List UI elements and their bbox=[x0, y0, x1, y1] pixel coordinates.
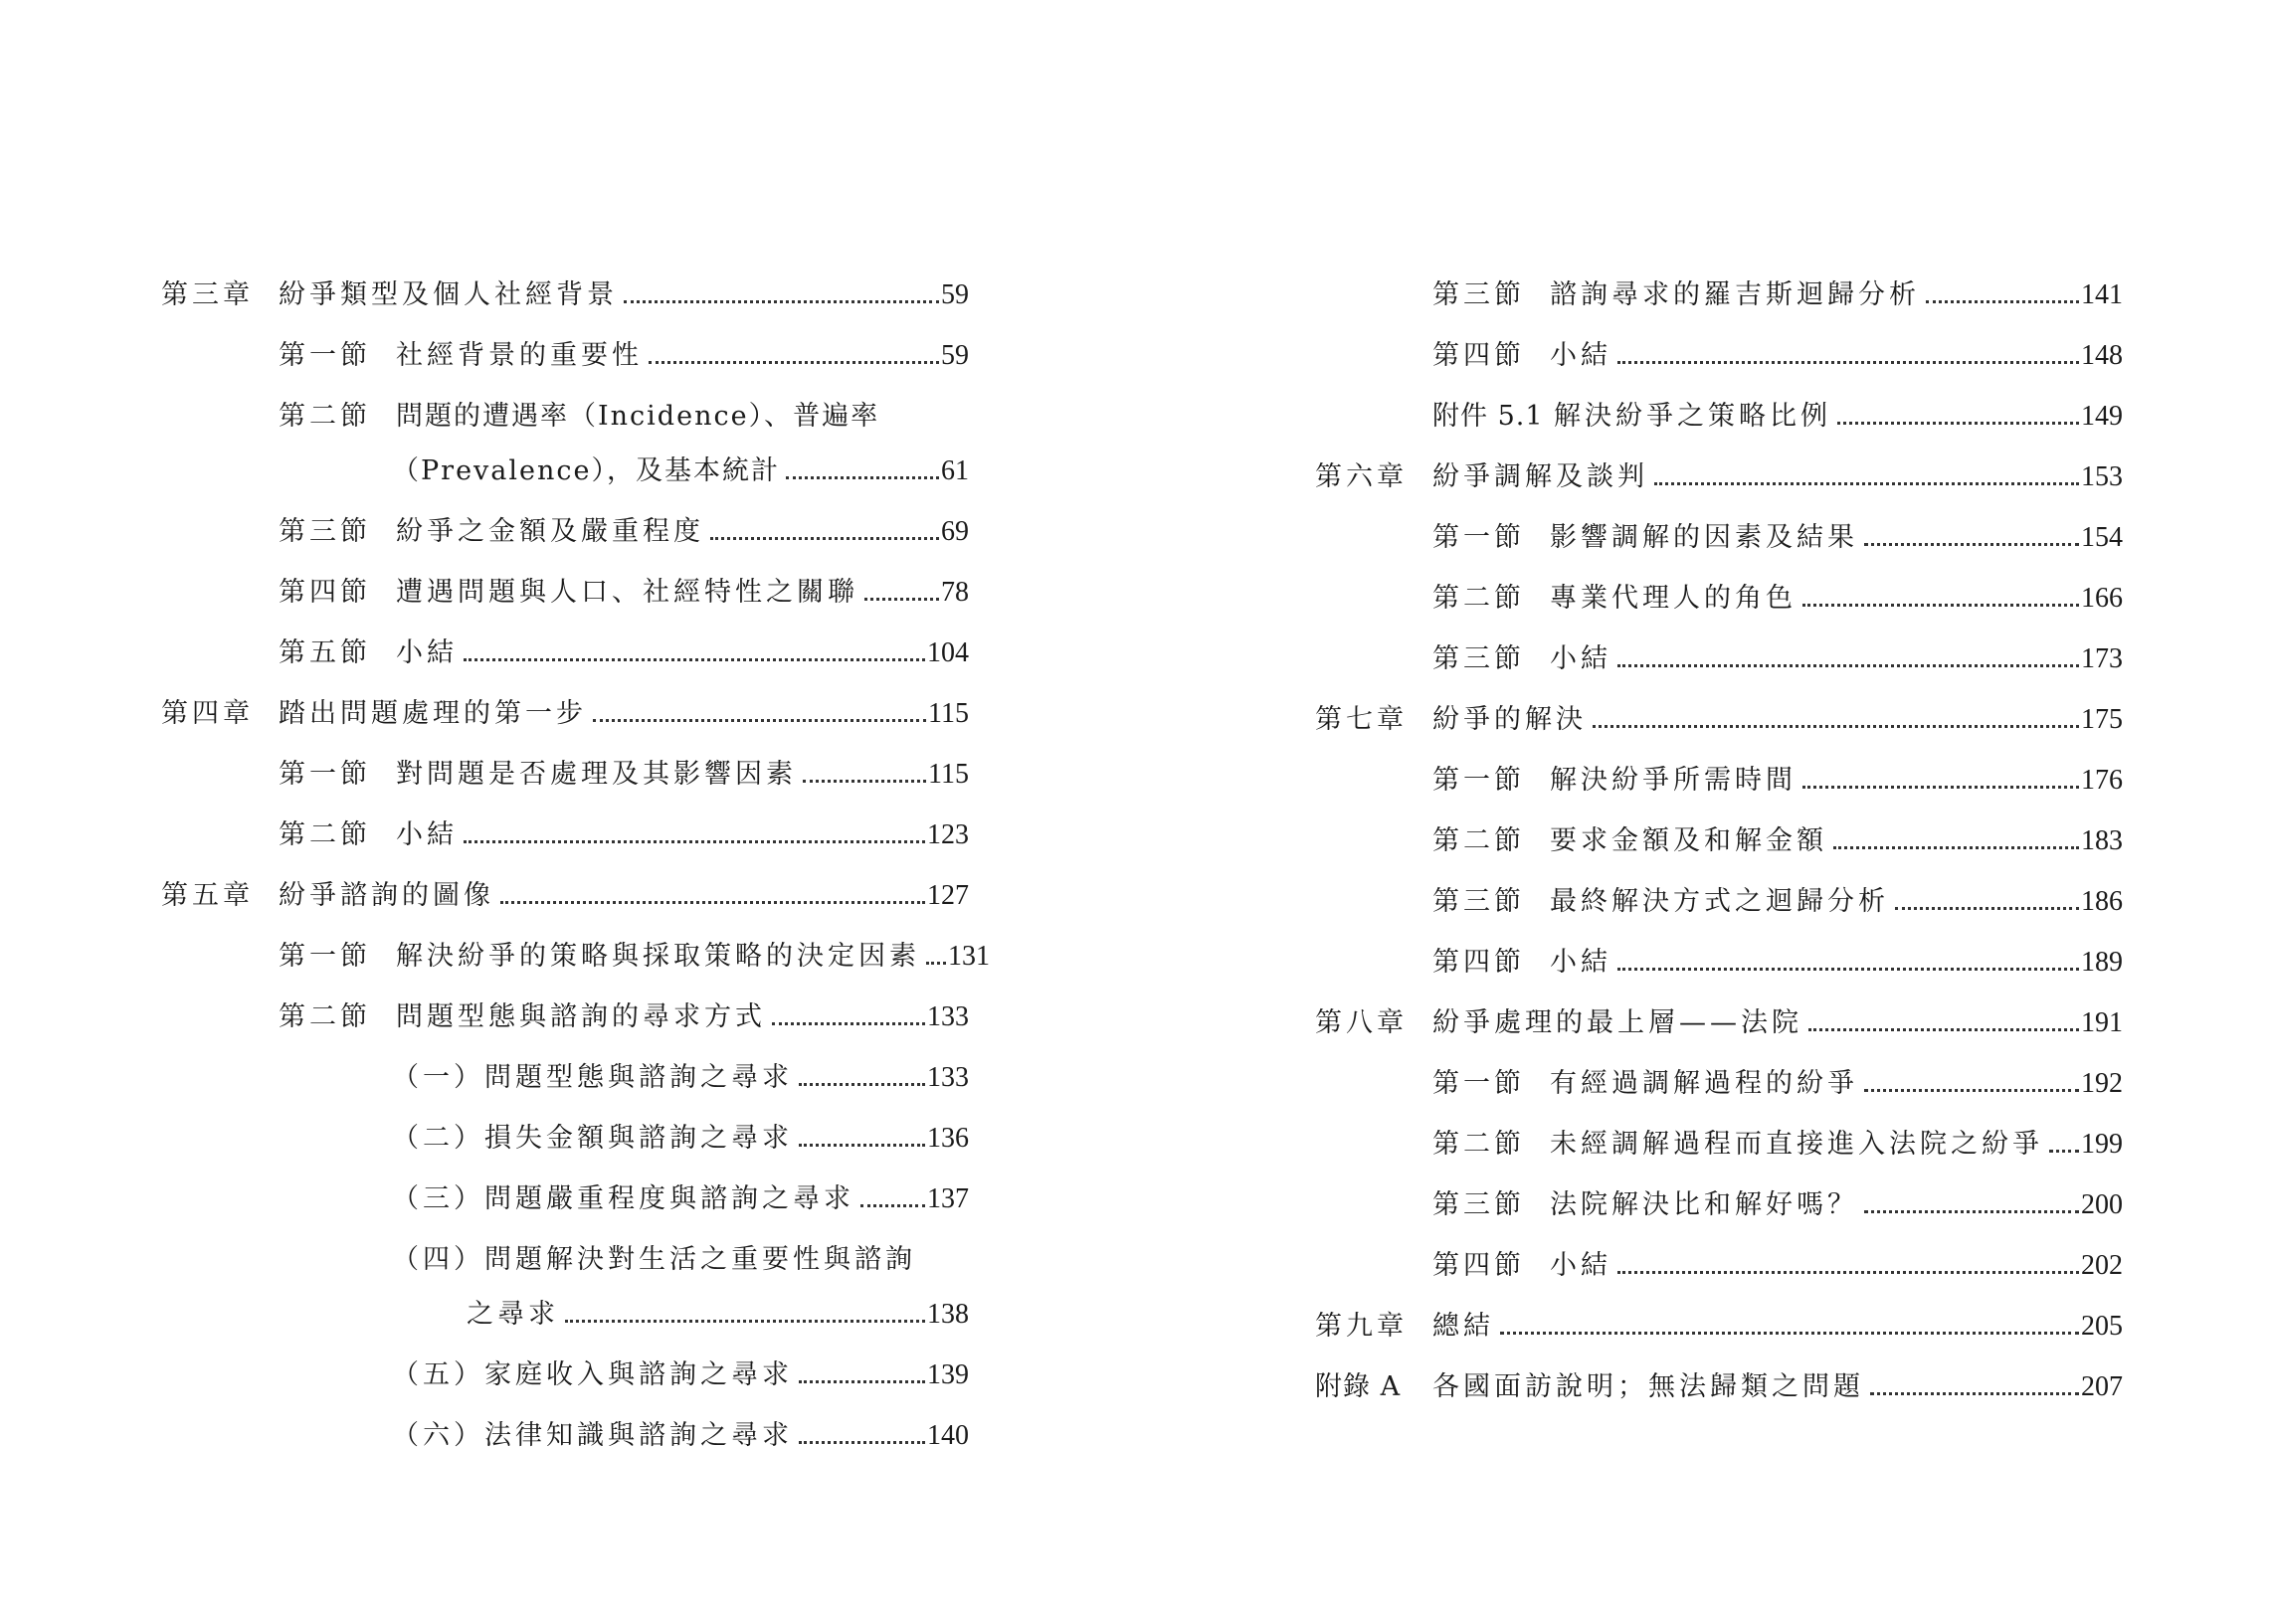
toc-label: 第三節 bbox=[279, 516, 371, 547]
toc-title: 解決紛爭之策略比例 bbox=[1554, 401, 1831, 432]
toc-title: 社經背景的重要性 bbox=[396, 340, 643, 371]
toc-leader bbox=[1926, 300, 2079, 303]
toc-title: 未經調解過程而直接進入法院之紛爭 bbox=[1550, 1129, 2043, 1160]
toc-leader bbox=[864, 598, 939, 601]
toc-page-number: 186 bbox=[2081, 886, 2123, 917]
toc-title: 問題型態與諮詢的尋求方式 bbox=[396, 1001, 766, 1032]
toc-entry-subsection[interactable] bbox=[392, 1177, 969, 1221]
toc-title: 解決紛爭所需時間 bbox=[1550, 765, 1797, 796]
toc-leader bbox=[500, 901, 925, 904]
toc-page-number: 191 bbox=[2081, 1007, 2123, 1038]
toc-page-number: 175 bbox=[2081, 704, 2123, 735]
toc-label: 第六章 bbox=[1315, 461, 1408, 492]
toc-page-number: 139 bbox=[927, 1359, 969, 1390]
toc-leader bbox=[1864, 543, 2079, 546]
toc-entry-section[interactable] bbox=[1432, 1123, 2123, 1167]
toc-title: （四）問題解決對生活之重要性與諮詢 bbox=[392, 1244, 916, 1275]
toc-page-number: 141 bbox=[2081, 279, 2123, 310]
toc-page-number: 173 bbox=[2081, 643, 2123, 674]
toc-leader bbox=[464, 658, 925, 661]
toc-page-left bbox=[0, 0, 1135, 1624]
toc-entry-section[interactable] bbox=[279, 571, 969, 615]
toc-title: 小結 bbox=[396, 637, 458, 668]
toc-entry-section[interactable] bbox=[1432, 516, 2123, 560]
toc-leader bbox=[1864, 1089, 2079, 1092]
toc-page-number: 123 bbox=[927, 819, 969, 850]
toc-label: 第四章 bbox=[161, 698, 254, 729]
toc-leader bbox=[649, 361, 939, 364]
toc-leader bbox=[1837, 422, 2079, 425]
toc-leader bbox=[772, 1022, 925, 1025]
toc-title: 紛爭調解及談判 bbox=[1432, 461, 1648, 492]
toc-title: 對問題是否處理及其影響因素 bbox=[396, 759, 797, 790]
toc-title: 專業代理人的角色 bbox=[1550, 583, 1797, 614]
toc-page-number: 176 bbox=[2081, 765, 2123, 796]
toc-leader bbox=[1895, 907, 2079, 910]
toc-page-number: 133 bbox=[927, 1001, 969, 1032]
toc-entry-section[interactable] bbox=[1432, 941, 2123, 985]
toc-leader bbox=[593, 719, 926, 722]
toc-label: 第四節 bbox=[1432, 340, 1525, 371]
toc-page-number: 183 bbox=[2081, 825, 2123, 856]
toc-label: 第一節 bbox=[1432, 522, 1525, 553]
toc-title: 紛爭之金額及嚴重程度 bbox=[396, 516, 704, 547]
toc-leader bbox=[624, 300, 939, 303]
toc-title: 諮詢尋求的羅吉斯迴歸分析 bbox=[1550, 279, 1920, 310]
toc-page-number: 136 bbox=[927, 1123, 969, 1154]
toc-leader bbox=[1833, 846, 2079, 849]
toc-entry-appendix[interactable] bbox=[1432, 395, 2123, 439]
toc-title: 影響調解的因素及結果 bbox=[1550, 522, 1858, 553]
toc-title: （二）損失金額與諮詢之尋求 bbox=[392, 1123, 793, 1154]
toc-label: 第二節 bbox=[279, 819, 371, 850]
toc-label: 第二節 bbox=[1432, 825, 1525, 856]
toc-label: 第二節 bbox=[279, 401, 371, 432]
toc-entry-section[interactable] bbox=[1432, 334, 2123, 378]
toc-leader bbox=[799, 1380, 925, 1383]
toc-entry-section[interactable] bbox=[1432, 819, 2123, 863]
toc-entry-chapter[interactable] bbox=[161, 273, 969, 317]
toc-leader bbox=[565, 1320, 925, 1323]
toc-page-number: 133 bbox=[927, 1062, 969, 1093]
toc-label: 第一節 bbox=[279, 759, 371, 790]
toc-entry-section[interactable] bbox=[279, 510, 969, 554]
toc-entry-section[interactable] bbox=[279, 395, 969, 439]
toc-label: 第三節 bbox=[1432, 1189, 1525, 1220]
toc-title: （六）法律知識與諮詢之尋求 bbox=[392, 1420, 793, 1451]
toc-page-number: 166 bbox=[2081, 583, 2123, 614]
toc-page-number: 138 bbox=[927, 1299, 969, 1330]
toc-leader bbox=[1808, 1028, 2079, 1031]
toc-entry-section[interactable] bbox=[279, 753, 969, 797]
toc-entry-section[interactable] bbox=[279, 935, 990, 979]
toc-label: 第五節 bbox=[279, 637, 371, 668]
toc-title: 總結 bbox=[1432, 1311, 1494, 1342]
toc-page-number: 192 bbox=[2081, 1068, 2123, 1099]
toc-page-number: 69 bbox=[941, 516, 969, 547]
toc-page-number: 127 bbox=[927, 880, 969, 911]
toc-entry-subsection[interactable] bbox=[392, 1414, 969, 1458]
toc-entry-section[interactable] bbox=[1432, 880, 2123, 924]
toc-page-number: 200 bbox=[2081, 1189, 2123, 1220]
toc-label: 第四節 bbox=[279, 577, 371, 608]
toc-entry-section[interactable] bbox=[1432, 1244, 2123, 1288]
toc-entry-subsection[interactable] bbox=[392, 1353, 969, 1397]
toc-leader bbox=[1617, 1271, 2079, 1274]
toc-leader bbox=[799, 1144, 925, 1147]
toc-title: 有經過調解過程的紛爭 bbox=[1550, 1068, 1858, 1099]
toc-entry-section[interactable] bbox=[1432, 759, 2123, 803]
toc-page-number: 59 bbox=[941, 340, 969, 371]
toc-entry-subsection[interactable] bbox=[392, 1056, 969, 1100]
toc-entry-chapter[interactable] bbox=[1315, 698, 2123, 742]
toc-title: 小結 bbox=[396, 819, 458, 850]
toc-label: 第二節 bbox=[1432, 583, 1525, 614]
toc-entry-section[interactable] bbox=[1432, 577, 2123, 621]
toc-page-number: 205 bbox=[2081, 1311, 2123, 1342]
toc-title: 問題的遭遇率（Incidence）、普遍率 bbox=[396, 401, 880, 432]
toc-entry-chapter[interactable] bbox=[1315, 1001, 2123, 1045]
toc-label: 附錄 A bbox=[1315, 1371, 1402, 1402]
toc-page-number: 148 bbox=[2081, 340, 2123, 371]
toc-entry-subsection[interactable] bbox=[392, 1117, 969, 1161]
toc-leader bbox=[710, 537, 939, 540]
toc-title: 紛爭的解決 bbox=[1432, 704, 1587, 735]
toc-entry-chapter[interactable] bbox=[161, 692, 969, 736]
toc-label: 第一節 bbox=[279, 941, 371, 972]
toc-entry-continuation[interactable] bbox=[392, 450, 969, 493]
toc-entry-section[interactable] bbox=[279, 334, 969, 378]
toc-entry-section[interactable] bbox=[1432, 637, 2123, 681]
toc-page-number: 153 bbox=[2081, 461, 2123, 492]
toc-leader bbox=[2049, 1150, 2079, 1153]
toc-page-number: 115 bbox=[928, 759, 969, 790]
toc-label: 第四節 bbox=[1432, 1250, 1525, 1281]
toc-leader bbox=[786, 476, 939, 479]
toc-leader bbox=[1864, 1210, 2079, 1213]
toc-leader bbox=[1870, 1392, 2079, 1395]
toc-page-number: 189 bbox=[2081, 947, 2123, 978]
toc-title: 各國面訪說明；無法歸類之問題 bbox=[1432, 1371, 1864, 1402]
toc-label: 附件 5.1 bbox=[1432, 401, 1544, 432]
toc-entry-section[interactable] bbox=[279, 995, 969, 1039]
toc-title: 要求金額及和解金額 bbox=[1550, 825, 1827, 856]
toc-page-number: 199 bbox=[2081, 1129, 2123, 1160]
toc-title: 踏出問題處理的第一步 bbox=[279, 698, 587, 729]
toc-entry-subsection[interactable] bbox=[392, 1238, 969, 1282]
toc-page-right bbox=[1135, 0, 2271, 1624]
toc-title: 最終解決方式之迴歸分析 bbox=[1550, 886, 1889, 917]
toc-label: 第三節 bbox=[1432, 886, 1525, 917]
toc-page-number: 59 bbox=[941, 279, 969, 310]
toc-label: 第一節 bbox=[1432, 1068, 1525, 1099]
toc-label: 第八章 bbox=[1315, 1007, 1408, 1038]
toc-label: 第三節 bbox=[1432, 643, 1525, 674]
toc-entry-section[interactable] bbox=[1432, 1062, 2123, 1106]
toc-page-number: 140 bbox=[927, 1420, 969, 1451]
toc-title: 紛爭處理的最上層——法院 bbox=[1432, 1007, 1802, 1038]
toc-leader bbox=[1802, 786, 2079, 789]
toc-page-number: 137 bbox=[927, 1183, 969, 1214]
toc-leader bbox=[1617, 664, 2079, 667]
toc-title: 紛爭諮詢的圖像 bbox=[279, 880, 494, 911]
toc-entry-chapter[interactable] bbox=[1315, 455, 2123, 499]
toc-page-number: 149 bbox=[2081, 401, 2123, 432]
toc-title: 小結 bbox=[1550, 947, 1611, 978]
toc-page-number: 78 bbox=[941, 577, 969, 608]
toc-page-number: 207 bbox=[2081, 1371, 2123, 1402]
toc-leader bbox=[1500, 1332, 2079, 1335]
toc-title: 解決紛爭的策略與採取策略的決定因素 bbox=[396, 941, 920, 972]
toc-label: 第三節 bbox=[1432, 279, 1525, 310]
toc-leader bbox=[860, 1204, 925, 1207]
toc-entry-chapter[interactable] bbox=[1315, 1305, 2123, 1349]
toc-title: 小結 bbox=[1550, 340, 1611, 371]
toc-page-number: 61 bbox=[941, 455, 969, 486]
toc-title: （五）家庭收入與諮詢之尋求 bbox=[392, 1359, 793, 1390]
toc-leader bbox=[1802, 604, 2079, 607]
toc-label: 第一節 bbox=[1432, 765, 1525, 796]
toc-leader bbox=[803, 780, 926, 783]
toc-title: （三）問題嚴重程度與諮詢之尋求 bbox=[392, 1183, 854, 1214]
toc-title: （一）問題型態與諮詢之尋求 bbox=[392, 1062, 793, 1093]
toc-leader bbox=[1617, 968, 2079, 971]
toc-label: 第七章 bbox=[1315, 704, 1408, 735]
toc-label: 第九章 bbox=[1315, 1311, 1408, 1342]
toc-page-number: 202 bbox=[2081, 1250, 2123, 1281]
toc-label: 第一節 bbox=[279, 340, 371, 371]
toc-title: （Prevalence），及基本統計 bbox=[392, 455, 781, 486]
toc-label: 第四節 bbox=[1432, 947, 1525, 978]
toc-entry-section[interactable] bbox=[279, 813, 969, 857]
toc-leader bbox=[799, 1083, 925, 1086]
toc-label: 第五章 bbox=[161, 880, 254, 911]
toc-leader bbox=[1654, 482, 2079, 485]
toc-entry-appendix[interactable] bbox=[1315, 1365, 2123, 1409]
toc-entry-section[interactable] bbox=[1432, 273, 2123, 317]
toc-leader bbox=[464, 840, 925, 843]
toc-page-number: 131 bbox=[948, 941, 990, 972]
toc-entry-section[interactable] bbox=[1432, 1183, 2123, 1227]
toc-entry-section[interactable] bbox=[279, 632, 969, 675]
toc-page-number: 154 bbox=[2081, 522, 2123, 553]
toc-title: 小結 bbox=[1550, 1250, 1611, 1281]
toc-title: 之尋求 bbox=[467, 1299, 559, 1330]
toc-entry-chapter[interactable] bbox=[161, 874, 969, 918]
toc-label: 第二節 bbox=[1432, 1129, 1525, 1160]
toc-leader bbox=[926, 962, 946, 965]
toc-label: 第二節 bbox=[279, 1001, 371, 1032]
toc-leader bbox=[799, 1441, 925, 1444]
toc-title: 紛爭類型及個人社經背景 bbox=[279, 279, 618, 310]
toc-entry-continuation[interactable] bbox=[467, 1293, 969, 1337]
toc-leader bbox=[1617, 361, 2079, 364]
toc-page-number: 104 bbox=[927, 637, 969, 668]
toc-label: 第三章 bbox=[161, 279, 254, 310]
toc-title: 小結 bbox=[1550, 643, 1611, 674]
toc-title: 遭遇問題與人口、社經特性之關聯 bbox=[396, 577, 858, 608]
toc-leader bbox=[1593, 725, 2079, 728]
toc-page-number: 115 bbox=[928, 698, 969, 729]
toc-title: 法院解決比和解好嗎？ bbox=[1550, 1189, 1858, 1220]
